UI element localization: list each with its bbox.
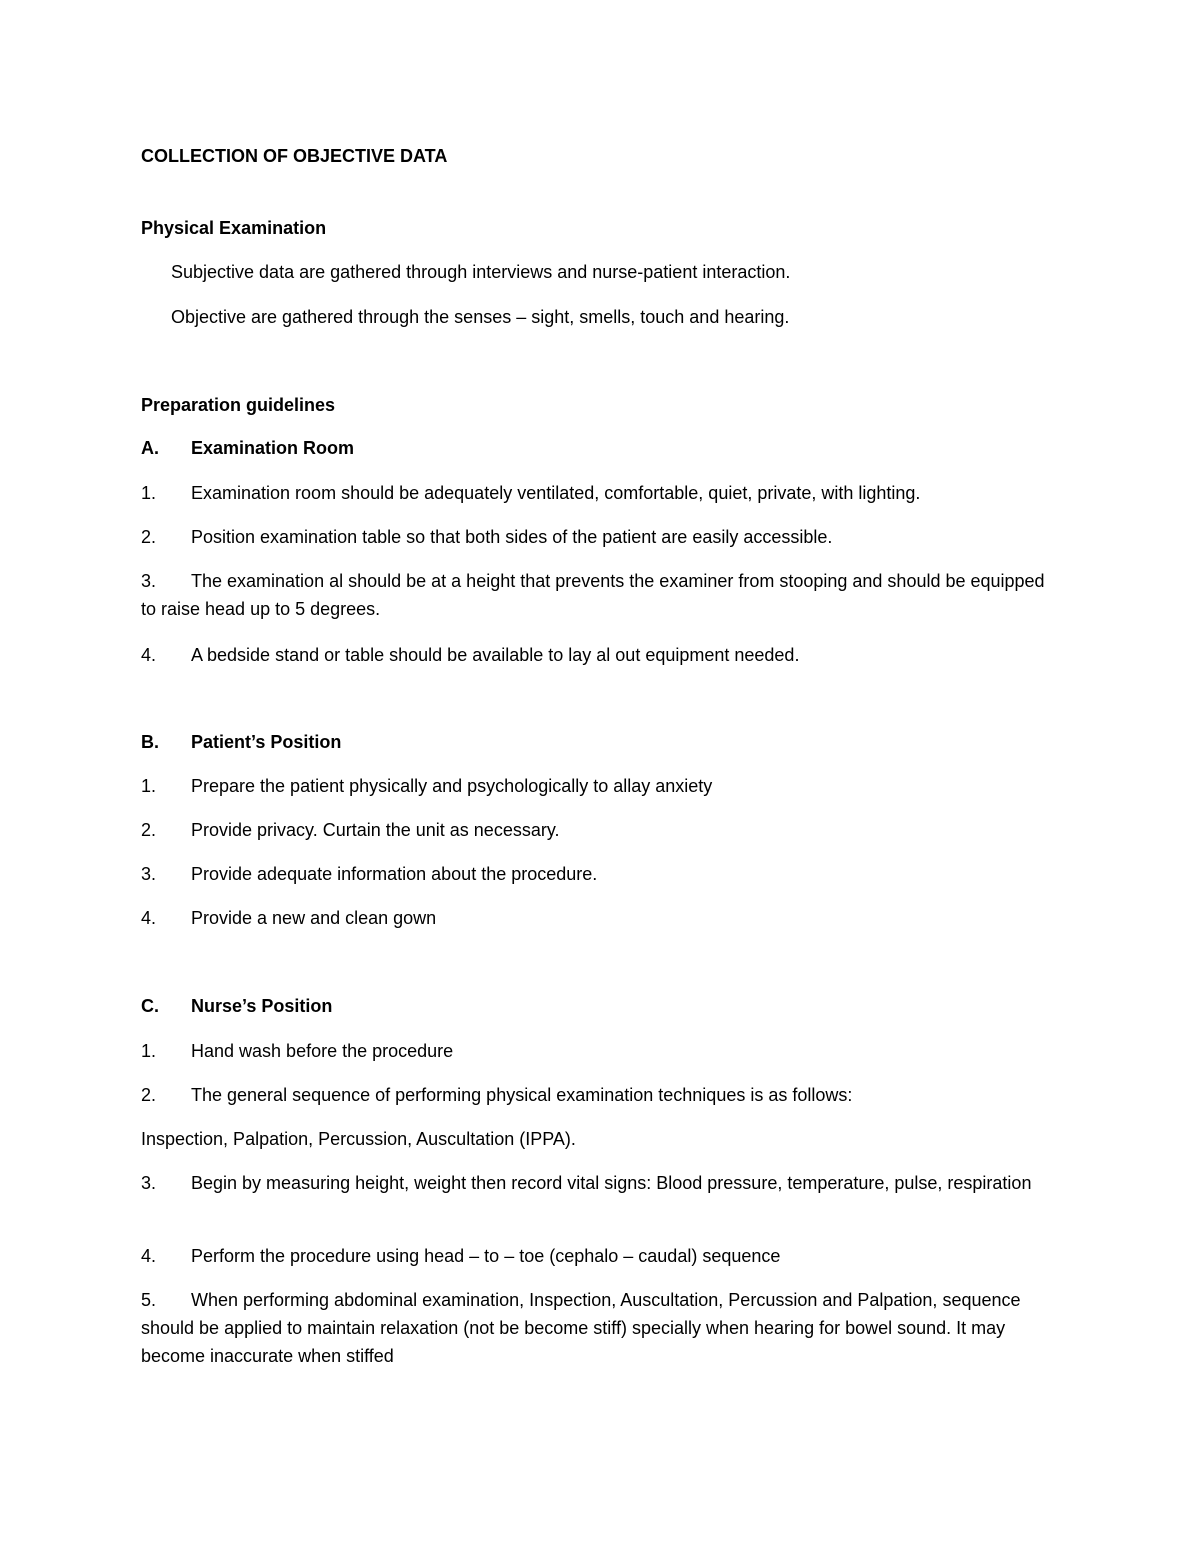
section-letter: A.: [141, 438, 159, 458]
list-number: 1.: [141, 776, 157, 796]
list-item: [141, 772, 712, 800]
list-item: [141, 641, 799, 669]
list-item: [141, 567, 1056, 623]
list-text: Begin by measuring height, weight then record vital signs: Blood pressure, temperature, pulse, respiration: [191, 1173, 1032, 1193]
list-text: The examination al should be at a height that prevents the examiner from stooping and should be equipped to raise head up to 5 degrees.: [141, 571, 1045, 619]
list-number: 3.: [141, 571, 157, 591]
section-b-heading: [141, 728, 341, 756]
physical-exam-para-1: Subjective data are gathered through interviews and nurse-patient interaction.: [171, 262, 791, 282]
list-item: [141, 1169, 1056, 1197]
ippa-line: Inspection, Palpation, Percussion, Auscultation (IPPA).: [141, 1129, 576, 1149]
list-number: 2.: [141, 820, 157, 840]
list-item: [141, 523, 832, 551]
list-number: 1.: [141, 1041, 157, 1061]
section-a-heading: [141, 434, 354, 462]
list-item: [141, 816, 560, 844]
list-number: 4.: [141, 645, 157, 665]
list-number: 1.: [141, 483, 157, 503]
section-c-heading: [141, 992, 332, 1020]
list-text: Provide privacy. Curtain the unit as necessary.: [191, 820, 560, 840]
list-item: [141, 904, 436, 932]
list-item: [141, 1081, 852, 1109]
list-text: Examination room should be adequately ventilated, comfortable, quiet, private, with lighting.: [191, 483, 921, 503]
list-text: The general sequence of performing physical examination techniques is as follows:: [191, 1085, 853, 1105]
list-text: Hand wash before the procedure: [191, 1041, 454, 1061]
list-number: 4.: [141, 1246, 157, 1266]
list-number: 2.: [141, 527, 157, 547]
list-text: When performing abdominal examination, Inspection, Auscultation, Percussion and Palpation, sequence should be applied to maintain relaxation (not be become stiff) specially when hearing for bowel sound. It may become inaccurate when stiffed: [141, 1290, 1021, 1366]
list-item: [141, 860, 597, 888]
physical-exam-heading: Physical Examination: [141, 218, 327, 238]
list-text: Provide a new and clean gown: [191, 908, 437, 928]
list-text: Position examination table so that both sides of the patient are easily accessible.: [191, 527, 833, 547]
list-text: Perform the procedure using head – to – toe (cephalo – caudal) sequence: [191, 1246, 781, 1266]
section-letter: C.: [141, 996, 159, 1016]
section-title: Examination Room: [191, 438, 355, 458]
list-number: 4.: [141, 908, 157, 928]
list-number: 2.: [141, 1085, 157, 1105]
list-item: [141, 1286, 1056, 1370]
list-text: Provide adequate information about the procedure.: [191, 864, 598, 884]
list-text: A bedside stand or table should be available to lay al out equipment needed.: [191, 645, 800, 665]
section-title: Patient’s Position: [191, 732, 342, 752]
section-letter: B.: [141, 732, 159, 752]
physical-exam-para-2: Objective are gathered through the senses – sight, smells, touch and hearing.: [171, 307, 790, 327]
list-text: Prepare the patient physically and psychologically to allay anxiety: [191, 776, 713, 796]
list-number: 3.: [141, 1173, 157, 1193]
list-number: 5.: [141, 1290, 157, 1310]
list-item: [141, 1242, 780, 1270]
list-item: [141, 1037, 453, 1065]
list-item: [141, 479, 920, 507]
section-title: Nurse’s Position: [191, 996, 333, 1016]
list-number: 3.: [141, 864, 157, 884]
document-title: COLLECTION OF OBJECTIVE DATA: [141, 146, 448, 166]
preparation-heading: Preparation guidelines: [141, 395, 336, 415]
